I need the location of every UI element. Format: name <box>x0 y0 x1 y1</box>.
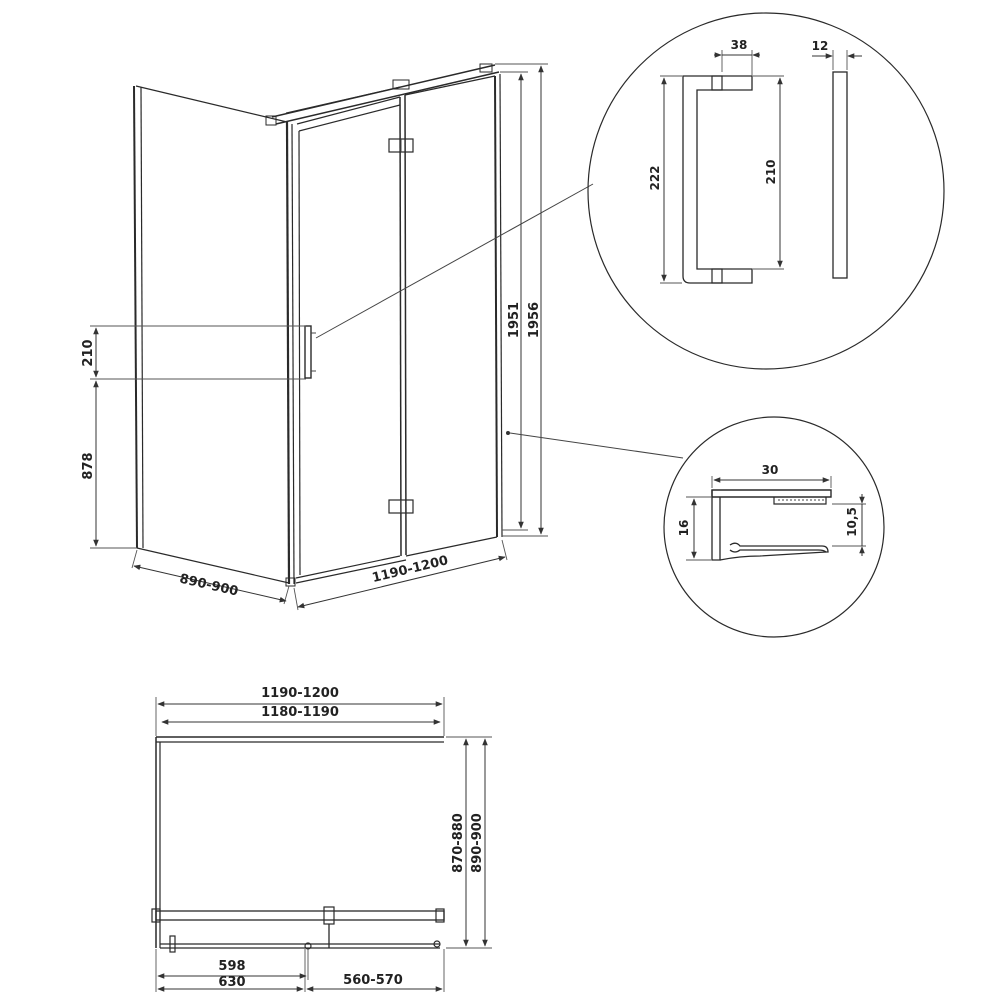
dim-label-side-depth: 890-900 <box>178 571 240 600</box>
dim-label-plan-inner-depth: 870-880 <box>451 813 466 873</box>
dim-label-glass-thickness: 12 <box>811 39 829 53</box>
handle-detail <box>588 13 944 369</box>
dim-label-plan-outer-width: 1190-1200 <box>261 686 339 701</box>
dim-label-profile-width: 30 <box>761 463 779 477</box>
dim-label-bar-offset: 38 <box>730 38 748 52</box>
dim-label-mount-spacing: 210 <box>764 159 778 185</box>
dim-label-plan-inner-width: 1180-1190 <box>261 705 339 720</box>
dim-door-height <box>500 72 528 530</box>
hinge-top <box>389 139 413 152</box>
front-glass <box>296 74 502 583</box>
dim-label-profile-height: 16 <box>677 519 691 537</box>
leader-handle-detail <box>316 184 593 338</box>
dim-handle-floor <box>81 381 137 548</box>
door-handle <box>305 326 510 435</box>
dim-label-handle-length: 222 <box>648 165 662 191</box>
dim-label-plan-outer-depth: 890-900 <box>470 813 485 873</box>
dim-label-plan-door-opening: 598 <box>218 959 246 974</box>
dim-handle-height <box>81 326 306 379</box>
dim-label-handle-height: 210 <box>81 339 96 367</box>
side-panel <box>134 86 289 583</box>
dim-label-plan-fixed-part: 630 <box>218 975 246 990</box>
dim-label-profile-inner: 10,5 <box>845 507 859 537</box>
enclosure-perspective <box>81 64 683 610</box>
leader-profile-detail <box>510 433 683 458</box>
dim-label-plan-door-leaf: 560-570 <box>343 973 403 988</box>
plan-view <box>152 686 492 992</box>
profile-detail <box>664 417 884 637</box>
dim-label-handle-floor: 878 <box>81 452 96 480</box>
dim-label-total-height: 1956 <box>527 301 542 339</box>
dim-label-front-width: 1190-1200 <box>370 553 450 586</box>
dim-label-door-height: 1951 <box>507 301 522 339</box>
corner-profile <box>286 122 295 586</box>
hinge-bottom <box>389 500 413 513</box>
top-rail <box>266 64 499 125</box>
